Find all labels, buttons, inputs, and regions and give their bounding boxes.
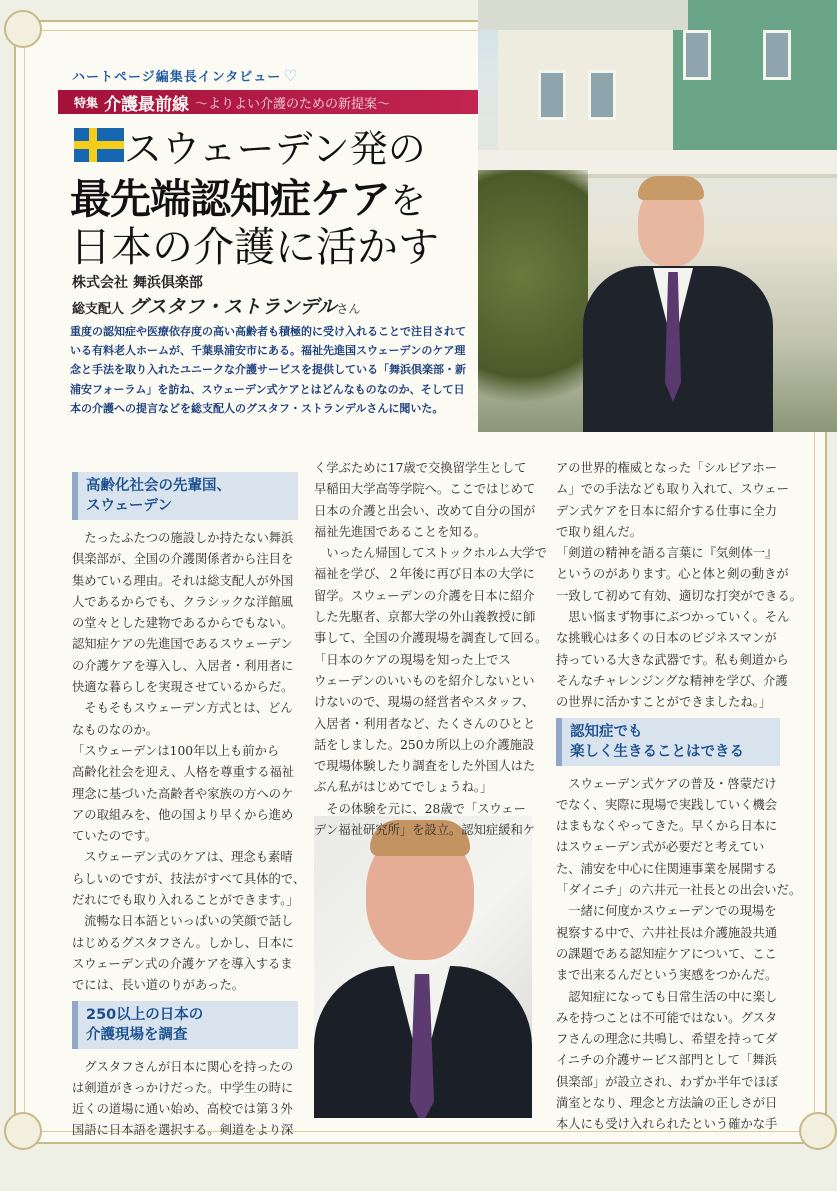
text-line: でなく、実際に現場で実践していく機会 xyxy=(556,797,778,812)
text-line: 倶楽部」が設立され、わずか半年でほぼ xyxy=(556,1074,779,1089)
bottom-margin xyxy=(0,1150,837,1191)
text-line: いったん帰国してストックホルム大学で xyxy=(326,546,547,561)
text-line: 近くの道場に通い始め、高校では第３外 xyxy=(72,1102,293,1117)
text-line: 福祉を学び、２年後に再び日本の大学に xyxy=(314,567,535,582)
text-line: ウェーデンのいいものを紹介しないとい xyxy=(314,673,535,688)
text-line: は剣道がきっかけだった。中学生の時に xyxy=(72,1080,294,1095)
text-line: で取り組んだ。 xyxy=(556,524,643,539)
building-portrait-photo xyxy=(478,0,837,432)
text-line: 話をしました。250カ所以上の介護施設 xyxy=(314,737,535,752)
text-line: の課題である認知症ケアについて、ここ xyxy=(556,946,777,961)
text-line: スウェーデン式ケアの普及・啓蒙だけ xyxy=(568,776,777,791)
text-line: した先駆者、京都大学の外山義教授に師 xyxy=(314,610,536,625)
smiling-portrait-photo xyxy=(314,816,532,1118)
text-line: というのがあります。心と体と剣の動きが xyxy=(556,567,789,582)
section-heading: 認知症でも 楽しく生きることはできる xyxy=(556,718,780,766)
banner-subtitle: 〜よりよい介護のための新提案〜 xyxy=(195,96,391,112)
text-line: アの世界的権威となった「シルビアホー xyxy=(556,461,778,475)
text-line: スウェーデン式のケアは、理念も素晴 xyxy=(84,850,293,865)
text-line: で現場体験したり調査をした外国人はた xyxy=(314,759,536,774)
text-line: 理念に基づいた高齢者や家族の方へのケ xyxy=(72,786,294,801)
text-line: 「スウェーデンは100年以上も前から xyxy=(72,743,280,758)
text-line: らしいのですが、技法がすべて具体的で、 xyxy=(72,871,306,886)
frame-corner-ornament xyxy=(4,10,42,48)
series-kicker: ハートページ編集長インタビュー ♡ xyxy=(72,66,299,85)
headline-line-2: 最先端認知症ケアを xyxy=(70,175,426,223)
text-line: スウェーデン式の介護ケアを導入するま xyxy=(72,956,293,971)
text-line: はスウェーデン式が必要だと考えてい xyxy=(556,840,765,855)
text-line: みを持つことは不可能ではない。グスタ xyxy=(556,1010,778,1025)
frame-corner-ornament xyxy=(799,1112,837,1150)
lead-paragraph: 重度の認知症や医療依存度の高い高齢者も積極的に受け入れることで注目されている有料老人ホームが、千葉県浦安市にある。福祉先進国スウェーデンのケア理念と手法を取り入れたユニークな介護サービスを提供している「舞浜倶楽部・新浦安フォーラム」を訪ね、スウェーデン式ケアとはどんなものなのか、そして日本の介護への提言などを総支配人のグスタフ・ストランデルさんに聞いた。 xyxy=(70,325,466,415)
text-line: た、浦安を中心に住関連事業を展開する xyxy=(556,861,778,876)
text-line: 持っている大きな武器です。私も剣道から xyxy=(556,652,789,667)
article-column-1 xyxy=(72,468,306,1142)
article-column-2 xyxy=(314,458,548,841)
text-line: フさんの理念に共鳴し、希望を持ってダ xyxy=(556,1032,778,1047)
text-line: 留学。スウェーデンの介護を日本に紹介 xyxy=(314,588,535,603)
swedish-flag-icon xyxy=(74,128,124,162)
text-line: そんなチャレンジングな精神を学び、介護 xyxy=(556,673,788,688)
text-line: 満室となり、理念と方法論の正しさが日 xyxy=(556,1096,778,1111)
text-line: まで出来るんだという実感をつかんだ。 xyxy=(556,968,778,983)
banner-title: 介護最前線 xyxy=(104,94,190,115)
text-line: 日本の介護と出会い、改めて自分の国が xyxy=(314,503,536,518)
text-line: の介護ケアを導入し、入居者・利用者に xyxy=(72,658,294,673)
text-line: 認知症ケアの先進国であるスウェーデン xyxy=(72,637,293,652)
text-line: 視察する中で、六井社長は介護施設共通 xyxy=(556,925,778,940)
text-line: 早稲田大学高等学院へ。ここではじめて xyxy=(314,482,536,497)
text-line: 一致して初めて有効、適切な打突ができる。 xyxy=(556,588,802,603)
text-line: デン式ケアを日本に紹介する仕事に全力 xyxy=(556,503,778,518)
text-line: グスタフさんが日本に関心を持ったの xyxy=(84,1059,294,1074)
text-line: けないので、現場の経営者やスタッフ、 xyxy=(314,695,535,710)
text-line: 一緒に何度かスウェーデンでの現場を xyxy=(568,904,777,919)
text-line: 事して、全国の介護現場を調査して回る。 xyxy=(314,631,548,646)
text-line: く学ぶために17歳で交換留学生として xyxy=(314,461,527,475)
text-line: デン福祉研究所」を設立。認知症緩和ケ xyxy=(314,823,536,838)
text-line: 入居者・利用者など、たくさんのひとと xyxy=(314,716,536,731)
text-line: 「ダイニチ」の六井元一社長との出会いだ。 xyxy=(556,883,802,898)
heart-icon: ♡ xyxy=(283,66,299,85)
text-line: 認知症になっても日常生活の中に楽し xyxy=(568,989,778,1004)
text-line: な挑戦心は多くの日本のビジネスマンが xyxy=(556,631,777,646)
text-line: ていたのです。 xyxy=(72,829,158,844)
text-line: 快適な暮らしを実現させているからだ。 xyxy=(72,680,294,695)
text-line: 流暢な日本語といっぱいの笑顔で話し xyxy=(84,914,294,929)
text-line: はじめるグスタフさん。しかし、日本に xyxy=(72,935,294,950)
section-heading: 250以上の日本の 介護現場を調査 xyxy=(72,1001,298,1049)
text-line: そもそもスウェーデン方式とは、どん xyxy=(84,701,293,716)
text-line: でには、長い道のりがあった。 xyxy=(72,978,245,993)
text-line: ム」での手法なども取り入れて、スウェー xyxy=(556,482,789,497)
text-line: の堂々とした建物であるからでもない。 xyxy=(72,616,294,631)
headline-line-1: スウェーデン発の xyxy=(124,127,426,171)
text-line: イニチの介護サービス部門として「舞浜 xyxy=(556,1053,777,1068)
article-column-3 xyxy=(556,458,802,1136)
text-line: その体験を元に、28歳で「スウェー xyxy=(326,801,526,816)
text-line: 国語に日本語を選択する。剣道をより深 xyxy=(72,1123,294,1138)
text-line: はまもなくやってきた。早くから日本に xyxy=(556,819,778,834)
section-heading: 高齢化社会の先輩国、 スウェーデン xyxy=(72,472,298,520)
text-line: 集めている理由。それは総支配人が外国 xyxy=(72,573,294,588)
text-line: なものなのか。 xyxy=(72,722,159,737)
text-line: 人であるからでも、クラシックな洋館風 xyxy=(72,594,293,609)
headline-line-3: 日本の介護に活かす xyxy=(70,223,439,271)
text-line: 倶楽部が、全国の介護関係者から注目を xyxy=(72,552,294,567)
frame-corner-ornament xyxy=(4,1112,42,1150)
feature-banner xyxy=(58,90,478,114)
interviewee: 総支配人 グスタフ・ストランデルさん xyxy=(72,296,361,318)
text-line: だれにでも取り入れることができます。」 xyxy=(72,893,299,908)
company-name: 株式会社 舞浜倶楽部 xyxy=(72,275,203,291)
text-line: アの取組みを、他の国より早くから進め xyxy=(72,807,294,822)
text-line: たったふたつの施設しか持たない舞浜 xyxy=(84,531,294,545)
text-line: ぶん私がはじめてでしょうね。」 xyxy=(314,780,493,795)
text-line: 本人にも受け入れられたという確かな手 xyxy=(556,1117,778,1132)
banner-prefix: 特集 xyxy=(74,95,99,110)
text-line: 高齢化社会を迎え、人格を尊重する福祉 xyxy=(72,765,295,780)
text-line: の世界に活かすことができましたね。」 xyxy=(556,695,772,710)
text-line: 「日本のケアの現場を知った上でス xyxy=(314,652,511,667)
text-line: 「剣道の精神を語る言葉に『気剣体一』 xyxy=(556,546,778,561)
text-line: 福祉先進国であることを知る。 xyxy=(314,524,487,539)
text-line: 思い悩まず物事にぶつかっていく。そん xyxy=(568,610,790,625)
